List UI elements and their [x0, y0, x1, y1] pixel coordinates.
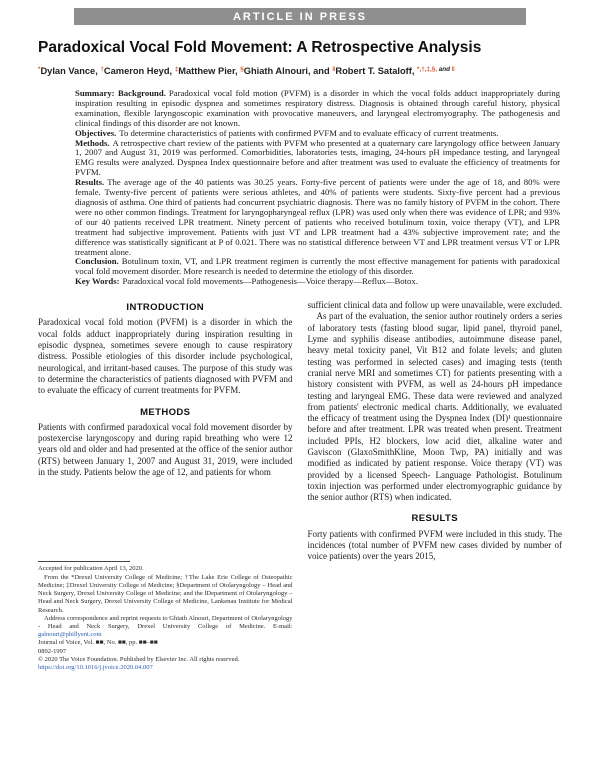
abstract-label: Conclusion. [75, 256, 119, 267]
two-column-body [38, 300, 562, 672]
abstract-text: Paradoxical vocal fold motion (PVFM) is a disorder in which the vocal folds adduct inappropriately during inspiration resulting in episodic dyspnea and sometimes respiratory distress. Diagnosis is obtained through careful history, physical examination, flexible laryngoscopic examination with provocative maneuvers, and laryngeal electromyography. The pathogenesis and clinical findings of this disorder are not known. [75, 88, 561, 128]
footnote-correspondence [38, 615, 293, 640]
footnote-affiliations: From the *Drexel University College of Medicine; †The Lake Erie College of Osteopathic Medicine; ‡Drexel University College of Medicine; §Department of Otolaryngology – Head and Neck Surgery, Drexel University College of Medicine; and the ‖Department of Otolaryngology – Head and Neck Surgery, Drexel University College of Medicine, Lankenau Institute for Medical Research. [38, 573, 293, 614]
article-in-press-banner [74, 8, 526, 25]
author-name: Dylan Vance, [40, 66, 101, 76]
footnote-issn: 0892-1997 [38, 647, 67, 655]
footnote-block [38, 561, 293, 672]
continuation-paragraph: sufficient clinical data and follow up were unavailable, were excluded. [307, 300, 562, 311]
footnote-rule [38, 561, 130, 562]
right-column [308, 300, 563, 672]
abstract-conclusion [75, 257, 560, 277]
keywords-label: Key Words: [75, 276, 120, 287]
introduction-heading: INTRODUCTION [126, 302, 205, 314]
author-name: Ghiath Alnouri, and [243, 66, 333, 76]
banner-text: ARTICLE IN PRESS [232, 10, 368, 23]
author-affiliation-marker: ‡ [174, 66, 179, 73]
abstract-results [75, 178, 560, 257]
abstract-text: Botulinum toxin, VT, and LPR treatment regimen is currently the most effective management for patients with paradoxical vocal fold movement disorder. More research is needed to determine the etiology of this disorder. [75, 256, 560, 277]
paper-content [0, 38, 600, 672]
abstract-label: Objectives. [75, 127, 117, 138]
author-name: Robert T. Sataloff, [335, 66, 417, 76]
methods-heading: METHODS [140, 406, 191, 418]
keywords-text: Paradoxical vocal fold movements—Pathogenesis—Voice therapy—Reflux—Botox. [122, 276, 418, 287]
abstract-keywords [75, 277, 560, 287]
footnote-accepted: Accepted for publication April 13, 2020. [38, 565, 144, 573]
left-column [38, 300, 293, 672]
abstract-label: Methods. [75, 137, 110, 148]
footnote-journal-info: Journal of Voice, Vol. ■■, No. ■■, pp. ■■–■■ [38, 639, 158, 647]
results-heading: RESULTS [411, 513, 458, 525]
author-affiliation-marker: * [38, 66, 41, 73]
correspondence-text: Address correspondence and reprint requests to Ghiath Alnouri, Department of Otolaryngology - Head and Neck Surgery, Drexel University College of Medicine. E-mail: [38, 614, 293, 630]
abstract-methods [75, 139, 560, 179]
email-link[interactable]: galnouri@phillyent.com [38, 631, 102, 639]
footnote-copyright: © 2020 The Voice Foundation. Published by Elsevier Inc. All rights reserved. [38, 655, 240, 663]
author-affiliation-marker: † [100, 66, 104, 73]
author-affiliation-marker: ‖ [332, 66, 336, 73]
affiliation-markers-tail: *,†,‡,§, [417, 66, 437, 73]
abstract-text: To determine characteristics of patients with confirmed PVFM and to evaluate efficacy of current treatments. [119, 127, 499, 138]
abstract-label: Summary: Background. [75, 88, 166, 98]
methods-paragraph: Patients with confirmed paradoxical vocal fold movement disorder by postexercise laryngoscopy and during rapid breathing who were 12 years old and older and had presented at the office of the senior author (RTS) between January 1, 2007 and August 31, 2019, were included in the study. Patients below the age of 12, and patients for whom [38, 421, 293, 477]
affiliation-tail-and: and [436, 66, 452, 73]
abstract-summary [75, 89, 560, 129]
author-name: Cameron Heyd, [103, 66, 175, 76]
results-paragraph: Forty patients with confirmed PVFM were included in this study. The incidences (total number of PVFM new cases divided by number of voice patients) over the years 2015, [307, 528, 562, 562]
abstract-label: Results. [75, 177, 105, 188]
abstract-text: A retrospective chart review of the patients with PVFM who presented at a quaternary care laryngology office between January 1, 2007 and August 31, 2019 was performed. Comorbidities, laboratories tests, imaging, 24-hours pH impedance testing, and laryngeal EMG results were analyzed. Dyspnea Index questionnaire before and after treatment was used to evaluate the efficiency of treatments for PVFM. [75, 137, 560, 178]
author-affiliation-marker: § [240, 66, 244, 73]
paper-title: Paradoxical Vocal Fold Movement: A Retrospective Analysis [38, 39, 482, 56]
abstract-text: The average age of the 40 patients was 30.25 years. Forty-five percent of patients were under the age of 18, and 80% were female. Twenty-five percent of patients were serious athletes, and 40% of patients were students. Sixty-five percent had a previous diagnosis of asthma. One third of patients had concurrent psychiatric diagnosis. There was no family history of PVFM in the cohort. There were no other common findings. Treatment for laryngopharyngeal reflux (LPR) was used only when there was evidence of LPR; and 93% of our 40 patients received LPR treatment. Ninety percent of patients who received botulinum toxin, voice therapy (VT), and LPR treatment had subjective improvement. Patients with just VT and LPR treatment had a 43% subjective improvement rate; and the difference was statistically significant at P of 0.021. There was no statistical difference between VT and LPR treatment versus VT or LPR treatment alone. [75, 177, 560, 257]
evaluation-paragraph: As part of the evaluation, the senior author routinely orders a series of laboratory tests (fasting blood sugar, lipid panel, thyroid panel, Lyme and syphilis disease antibodies, autoimmune disease panel, heavy metal toxicity panel, Vit B12 and folate levels; and gluten testing was performed in selected cases) and imaging tests (tenth cranial nerve MRI and sometimes CT) for patients presenting with a history consistent with PVFM, as well as 24-hours pH impedance testing and laryngeal EMG. These data were reviewed and analyzed from patients' electronic medical charts. Additionally, we evaluated the efficacy of treatment using the Dyspnea Index (DI)¹ questionnaire before and after treatment. LPR was treated when present. Treatment included PPIs, H2 blockers, low acid diet, alkaline water and Gaviscon (GlaxoSmithKline, Moon Twp, PA) initially and was modified as indicated by patient response. Voice therapy (VT) was provided by a licensed Speech- Language Pathologist. Botulinum toxin injection was performed under electromyographic guidance by the senior author (RTS) when indicated. [307, 311, 562, 503]
abstract-block [75, 89, 560, 287]
authors-line [38, 66, 562, 76]
doi-link[interactable]: https://doi.org/10.1016/j.jvoice.2020.04.007 [38, 663, 153, 671]
author-name: Matthew Pier, [178, 66, 241, 76]
footnote-doi [38, 664, 293, 672]
introduction-paragraph: Paradoxical vocal fold motion (PVFM) is a disorder in which the vocal folds adduct inappropriately during inspiration resulting in episodic dyspnea, sometimes severe enough to cause respiratory distress. Possible etiologies of this disorder include psychological, neurological, and irritant-based causes. The purpose of this study was to determine the characteristics of patients diagnosed with PVFM and to evaluate the efficacy of current treatments for PVFM. [38, 317, 293, 396]
affiliation-markers-tail: ‖ [451, 66, 455, 73]
